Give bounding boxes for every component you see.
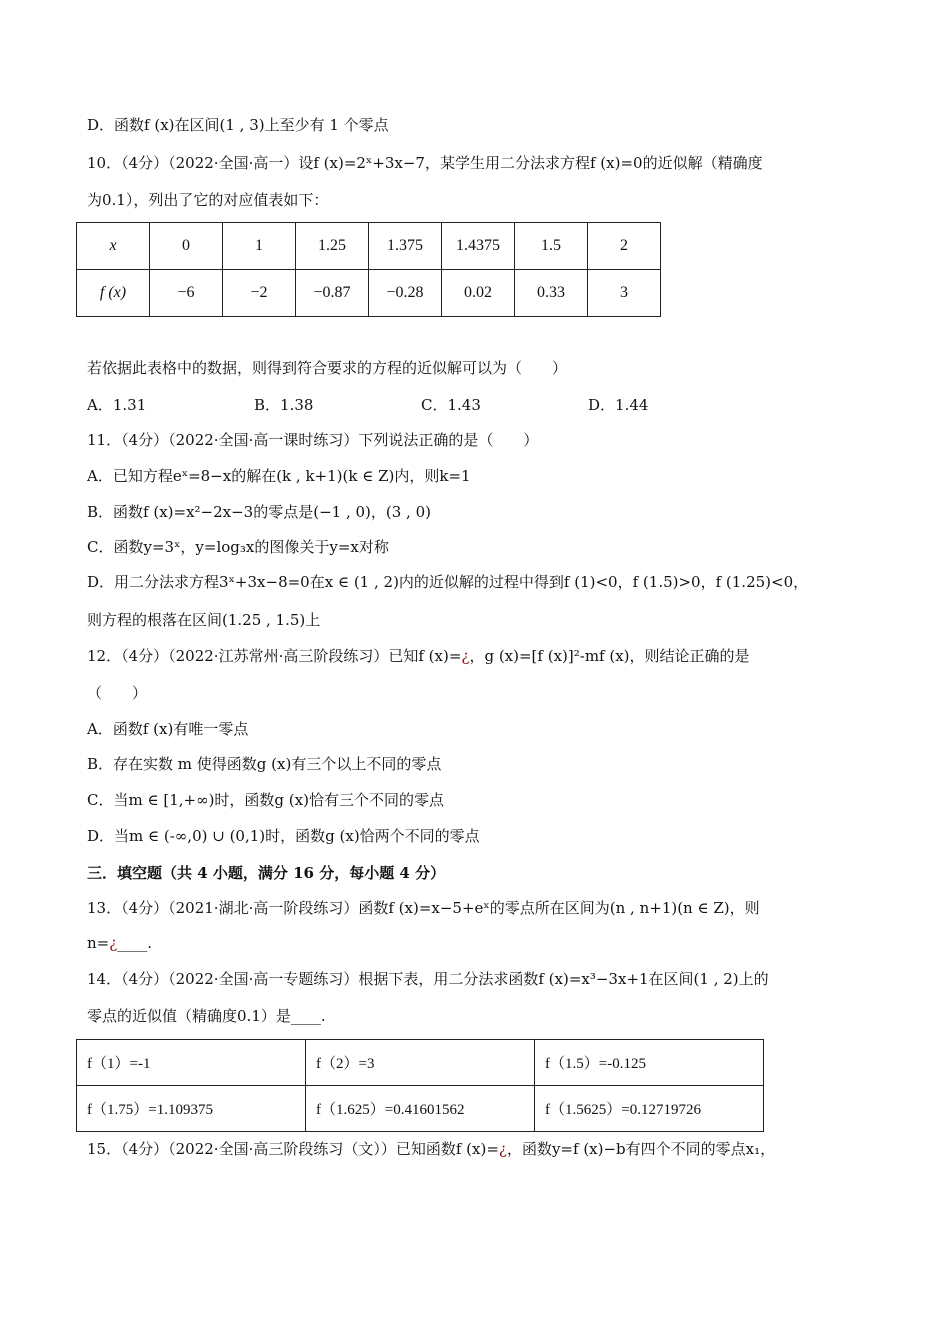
- question-15-stem: [87, 1138, 775, 1160]
- table-cell: f（1.5）=-0.125: [535, 1040, 764, 1086]
- table-cell: 0.33: [515, 270, 588, 317]
- table-row: [77, 270, 661, 317]
- table-cell: 0.02: [442, 270, 515, 317]
- option-d: D．1.44: [588, 396, 649, 414]
- option-b-q11: B．函数f (x)=x²−2x−3的零点是(−1 , 0)，(3 , 0): [87, 503, 431, 521]
- section-heading: 三．填空题（共 4 小题，满分 16 分，每小题 4 分）: [87, 864, 446, 882]
- table-row: [77, 1040, 764, 1086]
- option-a-q12: A．函数f (x)有唯一零点: [87, 720, 249, 738]
- table-cell: 2: [588, 223, 661, 270]
- option-d-q12: D．当m ∈ (-∞,0) ∪ (0,1)时，函数g (x)恰两个不同的零点: [87, 827, 480, 845]
- option-d-q11: D．用二分法求方程3ˣ+3x−8=0在x ∈ (1 , 2)内的近似解的过程中得到f (1)<0，f (1.5)>0，f (1.25)<0，: [87, 573, 809, 591]
- value-table-q14: [76, 1039, 764, 1132]
- table-cell: 3: [588, 270, 661, 317]
- table-row: [77, 1086, 764, 1132]
- question-12-placeholder: ¿: [461, 647, 470, 665]
- question-13-stem: 13．（4分）（2021·湖北·高一阶段练习）函数f (x)=x−5+eˣ的零点所在区间为(n , n+1)(n ∈ Z)，则: [87, 899, 760, 917]
- question-10-stem: 10．（4分）（2022·全国·高一）设f (x)=2ˣ+3x−7，某学生用二分法求方程f (x)=0的近似解（精确度: [87, 154, 763, 172]
- table-cell: −0.87: [296, 270, 369, 317]
- question-13-n: n=: [87, 934, 110, 952]
- table-cell: 0: [150, 223, 223, 270]
- question-15-stem-b: ，函数y=f (x)−b有四个不同的零点x₁，: [506, 1140, 776, 1158]
- table-cell: 1.25: [296, 223, 369, 270]
- table-cell: 1: [223, 223, 296, 270]
- table-cell: f（1.5625）=0.12719726: [535, 1086, 764, 1132]
- table-cell: f（1.625）=0.41601562: [306, 1086, 535, 1132]
- option-b: B．1.38: [254, 396, 314, 414]
- table-cell: f (x): [77, 270, 150, 317]
- question-12-stem-a: 12．（4分）（2022·江苏常州·高三阶段练习）已知f (x)=: [87, 647, 462, 665]
- question-12-stem: [87, 645, 750, 667]
- table-cell: −6: [150, 270, 223, 317]
- option-c: C．1.43: [421, 396, 481, 414]
- table-cell: 1.5: [515, 223, 588, 270]
- table-cell: x: [77, 223, 150, 270]
- option-a: A．1.31: [87, 396, 147, 414]
- table-cell: f（2）=3: [306, 1040, 535, 1086]
- table-cell: −0.28: [369, 270, 442, 317]
- option-b-q12: B．存在实数 m 使得函数g (x)有三个以上不同的零点: [87, 755, 442, 773]
- option-a-q11: A．已知方程eˣ=8−x的解在(k , k+1)(k ∈ Z)内，则k=1: [87, 467, 471, 485]
- table-cell: 1.4375: [442, 223, 515, 270]
- question-11-stem: 11．（4分）（2022·全国·高一课时练习）下列说法正确的是（ ）: [87, 431, 539, 449]
- table-cell: −2: [223, 270, 296, 317]
- question-14-stem-cont: 零点的近似值（精确度0.1）是____.: [87, 1007, 326, 1025]
- question-10-options: [87, 394, 755, 416]
- question-13-placeholder: ¿: [109, 934, 118, 952]
- table-cell: f（1）=-1: [77, 1040, 306, 1086]
- value-table-q10: [76, 222, 661, 317]
- question-10-stem-cont: 为0.1），列出了它的对应值表如下：: [87, 191, 329, 209]
- question-15-placeholder: ¿: [498, 1140, 507, 1158]
- question-14-stem: 14．（4分）（2022·全国·高一专题练习）根据下表，用二分法求函数f (x)=x³−3x+1在区间(1 , 2)上的: [87, 970, 769, 988]
- question-13-blank: ____.: [117, 934, 153, 952]
- table-row: [77, 223, 661, 270]
- table-cell: f（1.75）=1.109375: [77, 1086, 306, 1132]
- question-12-stem-b: ，g (x)=[f (x)]²-mf (x)，则结论正确的是: [469, 647, 750, 665]
- option-c-q11: C．函数y=3ˣ，y=log₃x的图像关于y=x对称: [87, 538, 389, 556]
- option-d-q9: D．函数f (x)在区间(1 , 3)上至少有 1 个零点: [87, 116, 389, 134]
- option-d-q11-cont: 则方程的根落在区间(1.25 , 1.5)上: [87, 611, 321, 629]
- question-13-answer: [87, 932, 152, 954]
- question-12-paren: （ ）: [87, 684, 148, 702]
- table-cell: 1.375: [369, 223, 442, 270]
- option-c-q12: C．当m ∈ [1,+∞)时，函数g (x)恰有三个不同的零点: [87, 791, 444, 809]
- question-10-prompt: 若依据此表格中的数据，则得到符合要求的方程的近似解可以为（ ）: [87, 359, 568, 377]
- question-15-stem-a: 15．（4分）（2022·全国·高三阶段练习（文））已知函数f (x)=: [87, 1140, 499, 1158]
